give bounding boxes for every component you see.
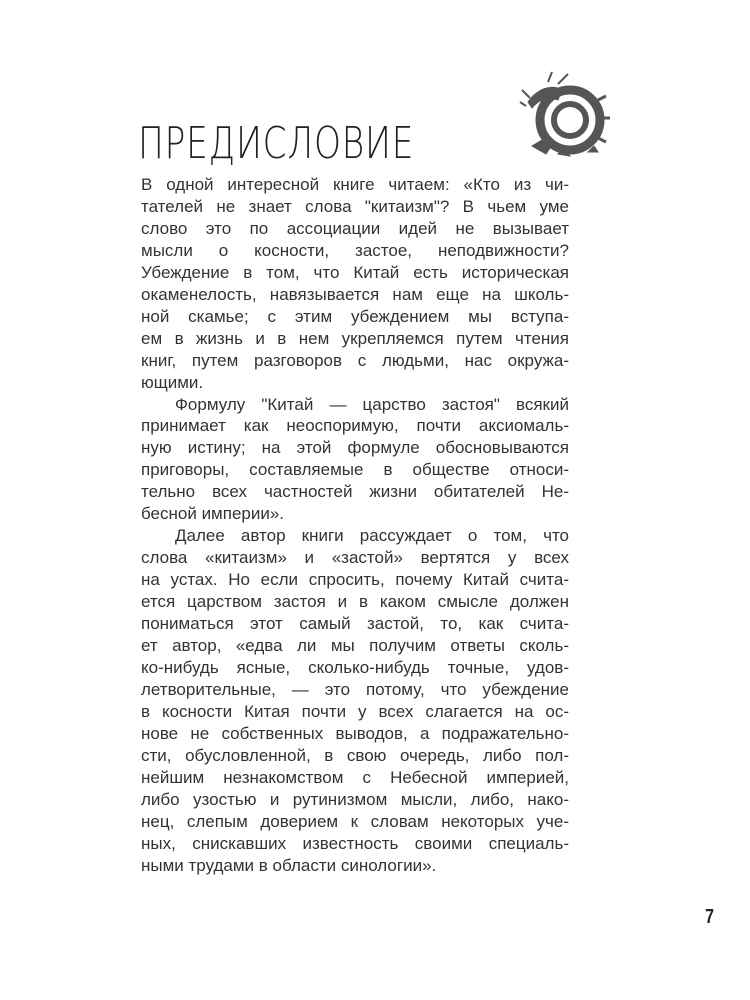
paragraph [141, 525, 569, 876]
text-line: окаменелость, навязывается нам еще на школь- [141, 284, 569, 304]
text-line: на устах. Но если спросить, почему Китай счита- [141, 570, 569, 590]
text-line: ем в жизнь и в нем укрепляемся путем чтения [141, 328, 569, 348]
text-line: ных, снискавших известность своими специаль- [141, 833, 569, 853]
text-line: нове не собственных выводов, а подражательно- [141, 723, 569, 743]
chapter-title: ПРЕДИСЛОВИЕ [138, 118, 415, 169]
text-line: в косности Китая почти у всех слагается на ос- [141, 701, 569, 721]
text-line: нец, слепым доверием к словам некоторых уче- [141, 811, 569, 831]
text-line: Далее автор книги рассуждает о том, что [175, 526, 569, 546]
text-line: тателей не знает слова "китаизм"? В чьем уме [141, 196, 569, 216]
body-text [141, 174, 569, 877]
text-line: книг, путем разговоров с людьми, нас окружа- [141, 350, 569, 370]
text-line: мысли о косности, застое, неподвижности? [141, 240, 569, 260]
text-line: тельно всех частностей жизни обитателей Не- [141, 482, 569, 502]
text-line: ными трудами в области синологии». [141, 855, 437, 875]
text-line: нейшим незнакомством с Небесной империей, [141, 767, 569, 787]
text-line: сти, обусловленной, в свою очередь, либо пол- [141, 745, 569, 765]
text-line: В одной интересной книге читаем: «Кто из чи- [141, 175, 569, 194]
text-line: принимает как неоспоримую, почти аксиомаль- [141, 416, 569, 436]
text-line: пониматься этот самый застой, то, как счита- [141, 614, 569, 634]
text-line: Формулу "Китай — царство застоя" всякий [175, 394, 569, 414]
dragon-emblem-icon [518, 70, 610, 162]
text-line: приговоры, составляемые в обществе относи- [141, 460, 569, 480]
text-line: летворительные, — это потому, что убеждение [141, 679, 569, 699]
text-line: бесной империи». [141, 504, 285, 524]
text-line: Убеждение в том, что Китай есть историческая [141, 262, 569, 282]
text-line: ет автор, «едва ли мы получим ответы сколь- [141, 636, 569, 656]
text-line: ющими. [141, 372, 204, 392]
text-line: слова «китаизм» и «застой» вертятся у всех [141, 548, 569, 568]
paragraph [141, 174, 569, 394]
text-line: ную истину; на этой формуле обосновываются [141, 438, 569, 458]
page-number: 7 [705, 906, 715, 928]
paragraph [141, 394, 569, 526]
text-line: ется царством застоя и в каком смысле должен [141, 592, 569, 612]
text-line: либо узостью и рутинизмом мысли, либо, нако- [141, 789, 569, 809]
text-line: ко-нибудь ясные, сколько-нибудь точные, удов- [141, 657, 569, 677]
text-line: слово это по ассоциации идей не вызывает [141, 218, 569, 238]
text-line: ной скамье; с этим убеждением мы вступа- [141, 306, 569, 326]
